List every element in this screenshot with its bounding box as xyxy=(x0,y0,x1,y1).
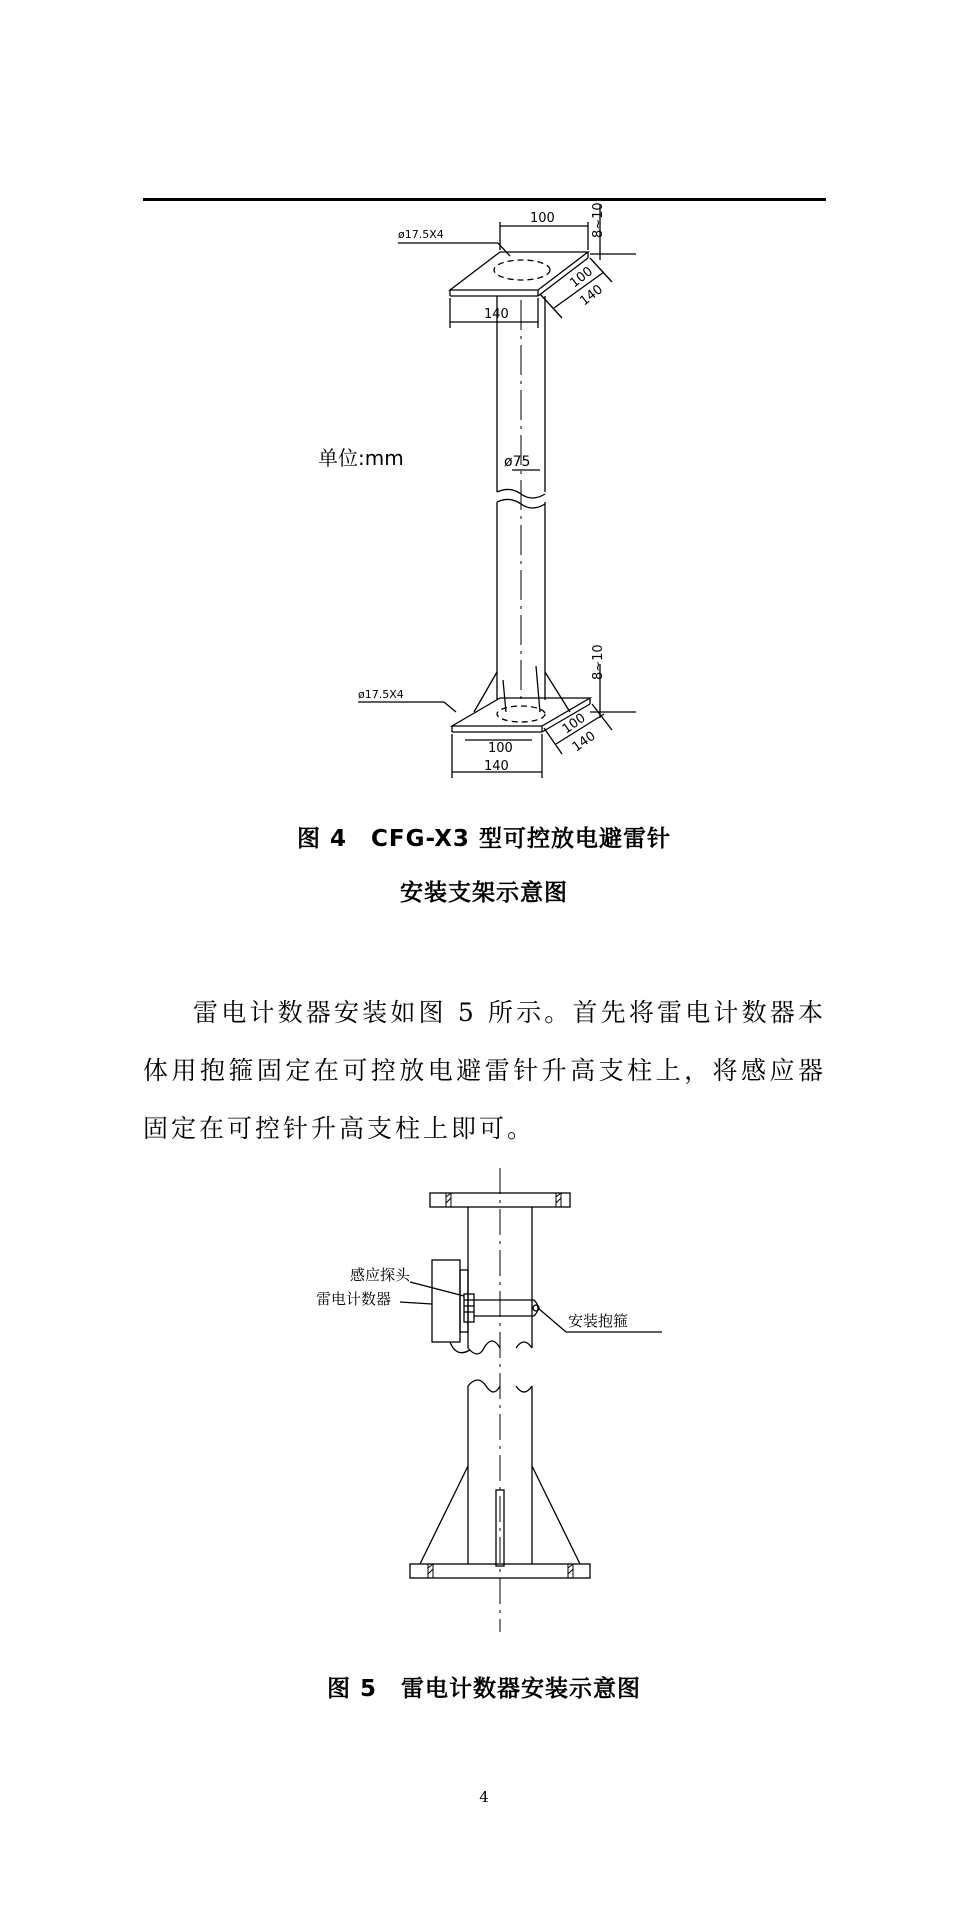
dim-top-depth-outer: 140 xyxy=(577,282,607,310)
figure-4-dimension-labels xyxy=(358,202,606,774)
dim-hole-bottom: ø17.5X4 xyxy=(358,688,404,701)
label-probe: 感应探头 xyxy=(350,1266,411,1284)
figure-4-drawing xyxy=(0,0,968,800)
body-paragraph-text: 雷电计数器安装如图 5 所示。首先将雷电计数器本体用抱箍固定在可控放电避雷针升高支柱上，将感应器固定在可控针升高支柱上即可。 xyxy=(143,998,826,1143)
dim-top-width-inner: 100 xyxy=(530,211,555,226)
dim-bottom-width-inner: 100 xyxy=(488,741,513,756)
page-number: 4 xyxy=(479,1788,489,1806)
dim-bottom-thickness: 8~10 xyxy=(591,644,606,680)
dim-bottom-depth-inner: 100 xyxy=(559,710,589,738)
figure-5-labels xyxy=(316,1266,628,1330)
figure-5-drawing xyxy=(0,1160,968,1640)
dim-top-thickness: 8~10 xyxy=(591,202,606,238)
dim-top-width-outer: 140 xyxy=(484,307,509,322)
body-paragraph xyxy=(143,984,826,1158)
dim-bottom-width-outer: 140 xyxy=(484,759,509,774)
unit-label: 单位:mm xyxy=(318,446,404,470)
dim-bottom-depth-outer: 140 xyxy=(569,728,599,756)
top-plate xyxy=(450,252,588,290)
figure-4-caption-line2: 安装支架示意图 xyxy=(400,880,568,906)
figure-5-caption: 图 5 雷电计数器安装示意图 xyxy=(326,1676,641,1702)
counter-box xyxy=(432,1260,460,1342)
label-counter: 雷电计数器 xyxy=(316,1290,392,1308)
dim-hole-top: ø17.5X4 xyxy=(398,228,444,241)
label-clamp: 安装抱箍 xyxy=(568,1312,629,1330)
figure-4-caption-line1: 图 4 CFG-X3 型可控放电避雷针 xyxy=(297,826,671,852)
dim-pipe-diameter: ø75 xyxy=(504,454,531,470)
dim-top-depth-inner: 100 xyxy=(567,264,597,292)
